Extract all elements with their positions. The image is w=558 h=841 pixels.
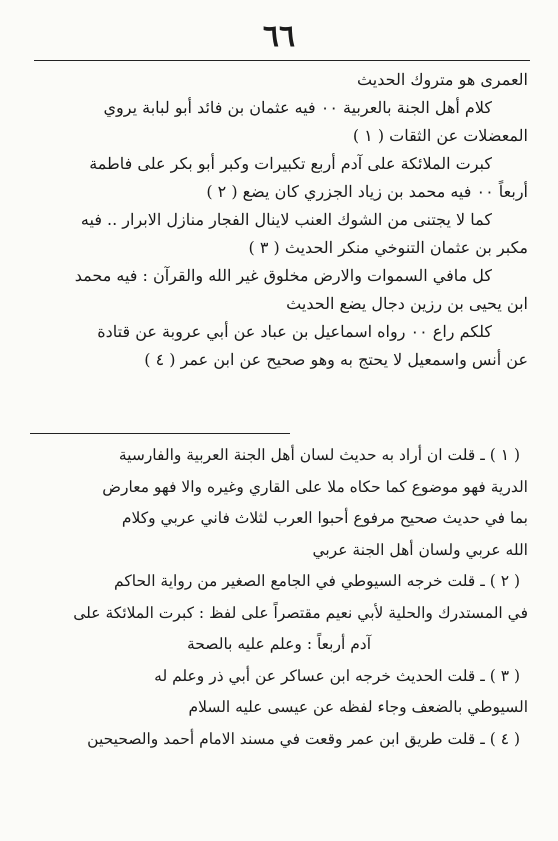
footnote-line: ( ٣ ) ـ قلت الحديث خرجه ابن عساكر عن أبي ذر وعلم له xyxy=(154,666,520,685)
footnote-separator xyxy=(30,433,290,434)
footnote-line: الله عربي ولسان أهل الجنة عربي xyxy=(312,540,528,559)
footnote-line: ( ٢ ) ـ قلت خرجه السيوطي في الجامع الصغير من رواية الحاكم xyxy=(114,572,520,590)
footnote-line: السيوطي بالضعف وجاء لفظه عن عيسى عليه السلام xyxy=(188,698,528,716)
footnote-line: في المستدرك والحلية لأبي نعيم مقتصراً على لفظ : كبرت الملائكة على xyxy=(73,603,528,622)
text-line: كبرت الملائكة على آدم أربع تكبيرات وكبر أبو بكر على فاطمة xyxy=(89,154,492,173)
text-line: كل مافي السموات والارض مخلوق غير الله والقرآن : فيه محمد xyxy=(74,266,492,285)
text-line: أربعاً ٠٠ فيه محمد بن زياد الجزري كان يضع ( ٢ ) xyxy=(206,182,528,201)
footnote-line: الدرية فهو موضوع كما حكاه ملا على القاري وغيره والا فهو معارض xyxy=(102,477,528,496)
footnotes xyxy=(30,440,528,755)
text-line: كلام أهل الجنة بالعربية ٠٠ فيه عثمان بن فائد أبو لبابة يروي xyxy=(103,98,492,117)
text-line: المعضلات عن الثقات ( ١ ) xyxy=(352,126,528,145)
footnote-line: بما في حديث صحيح مرفوع أحبوا العرب لثلاث فاني عربي وكلام xyxy=(121,509,528,527)
page-number: ٦٦ xyxy=(262,19,296,54)
header-rule xyxy=(34,60,530,61)
main-text xyxy=(30,66,528,374)
text-line: كلكم راع ٠٠ رواه اسماعيل بن عباد عن أبي عروبة عن قتادة xyxy=(97,322,492,341)
footnote-line: ( ١ ) ـ قلت ان أراد به حديث لسان أهل الجنة العربية والفارسية xyxy=(118,446,520,464)
text-line: كما لا يجتنى من الشوك العنب لاينال الفجار منازل الابرار .. فيه xyxy=(80,210,492,229)
text-line: ابن يحيى بن رزين دجال يضع الحديث xyxy=(286,294,528,313)
text-line: العمرى هو متروك الحديث xyxy=(357,70,528,89)
footnote-line: آدم أربعاً : وعلم عليه بالصحة xyxy=(186,635,372,653)
text-line: عن أنس واسمعيل لا يحتج به وهو صحيح عن ابن عمر ( ٤ ) xyxy=(144,350,528,369)
text-line: مكبر بن عثمان التنوخي منكر الحديث ( ٣ ) xyxy=(248,238,528,257)
footnote-line: ( ٤ ) ـ قلت طريق ابن عمر وقعت في مسند الامام أحمد والصحيحين xyxy=(87,729,520,748)
